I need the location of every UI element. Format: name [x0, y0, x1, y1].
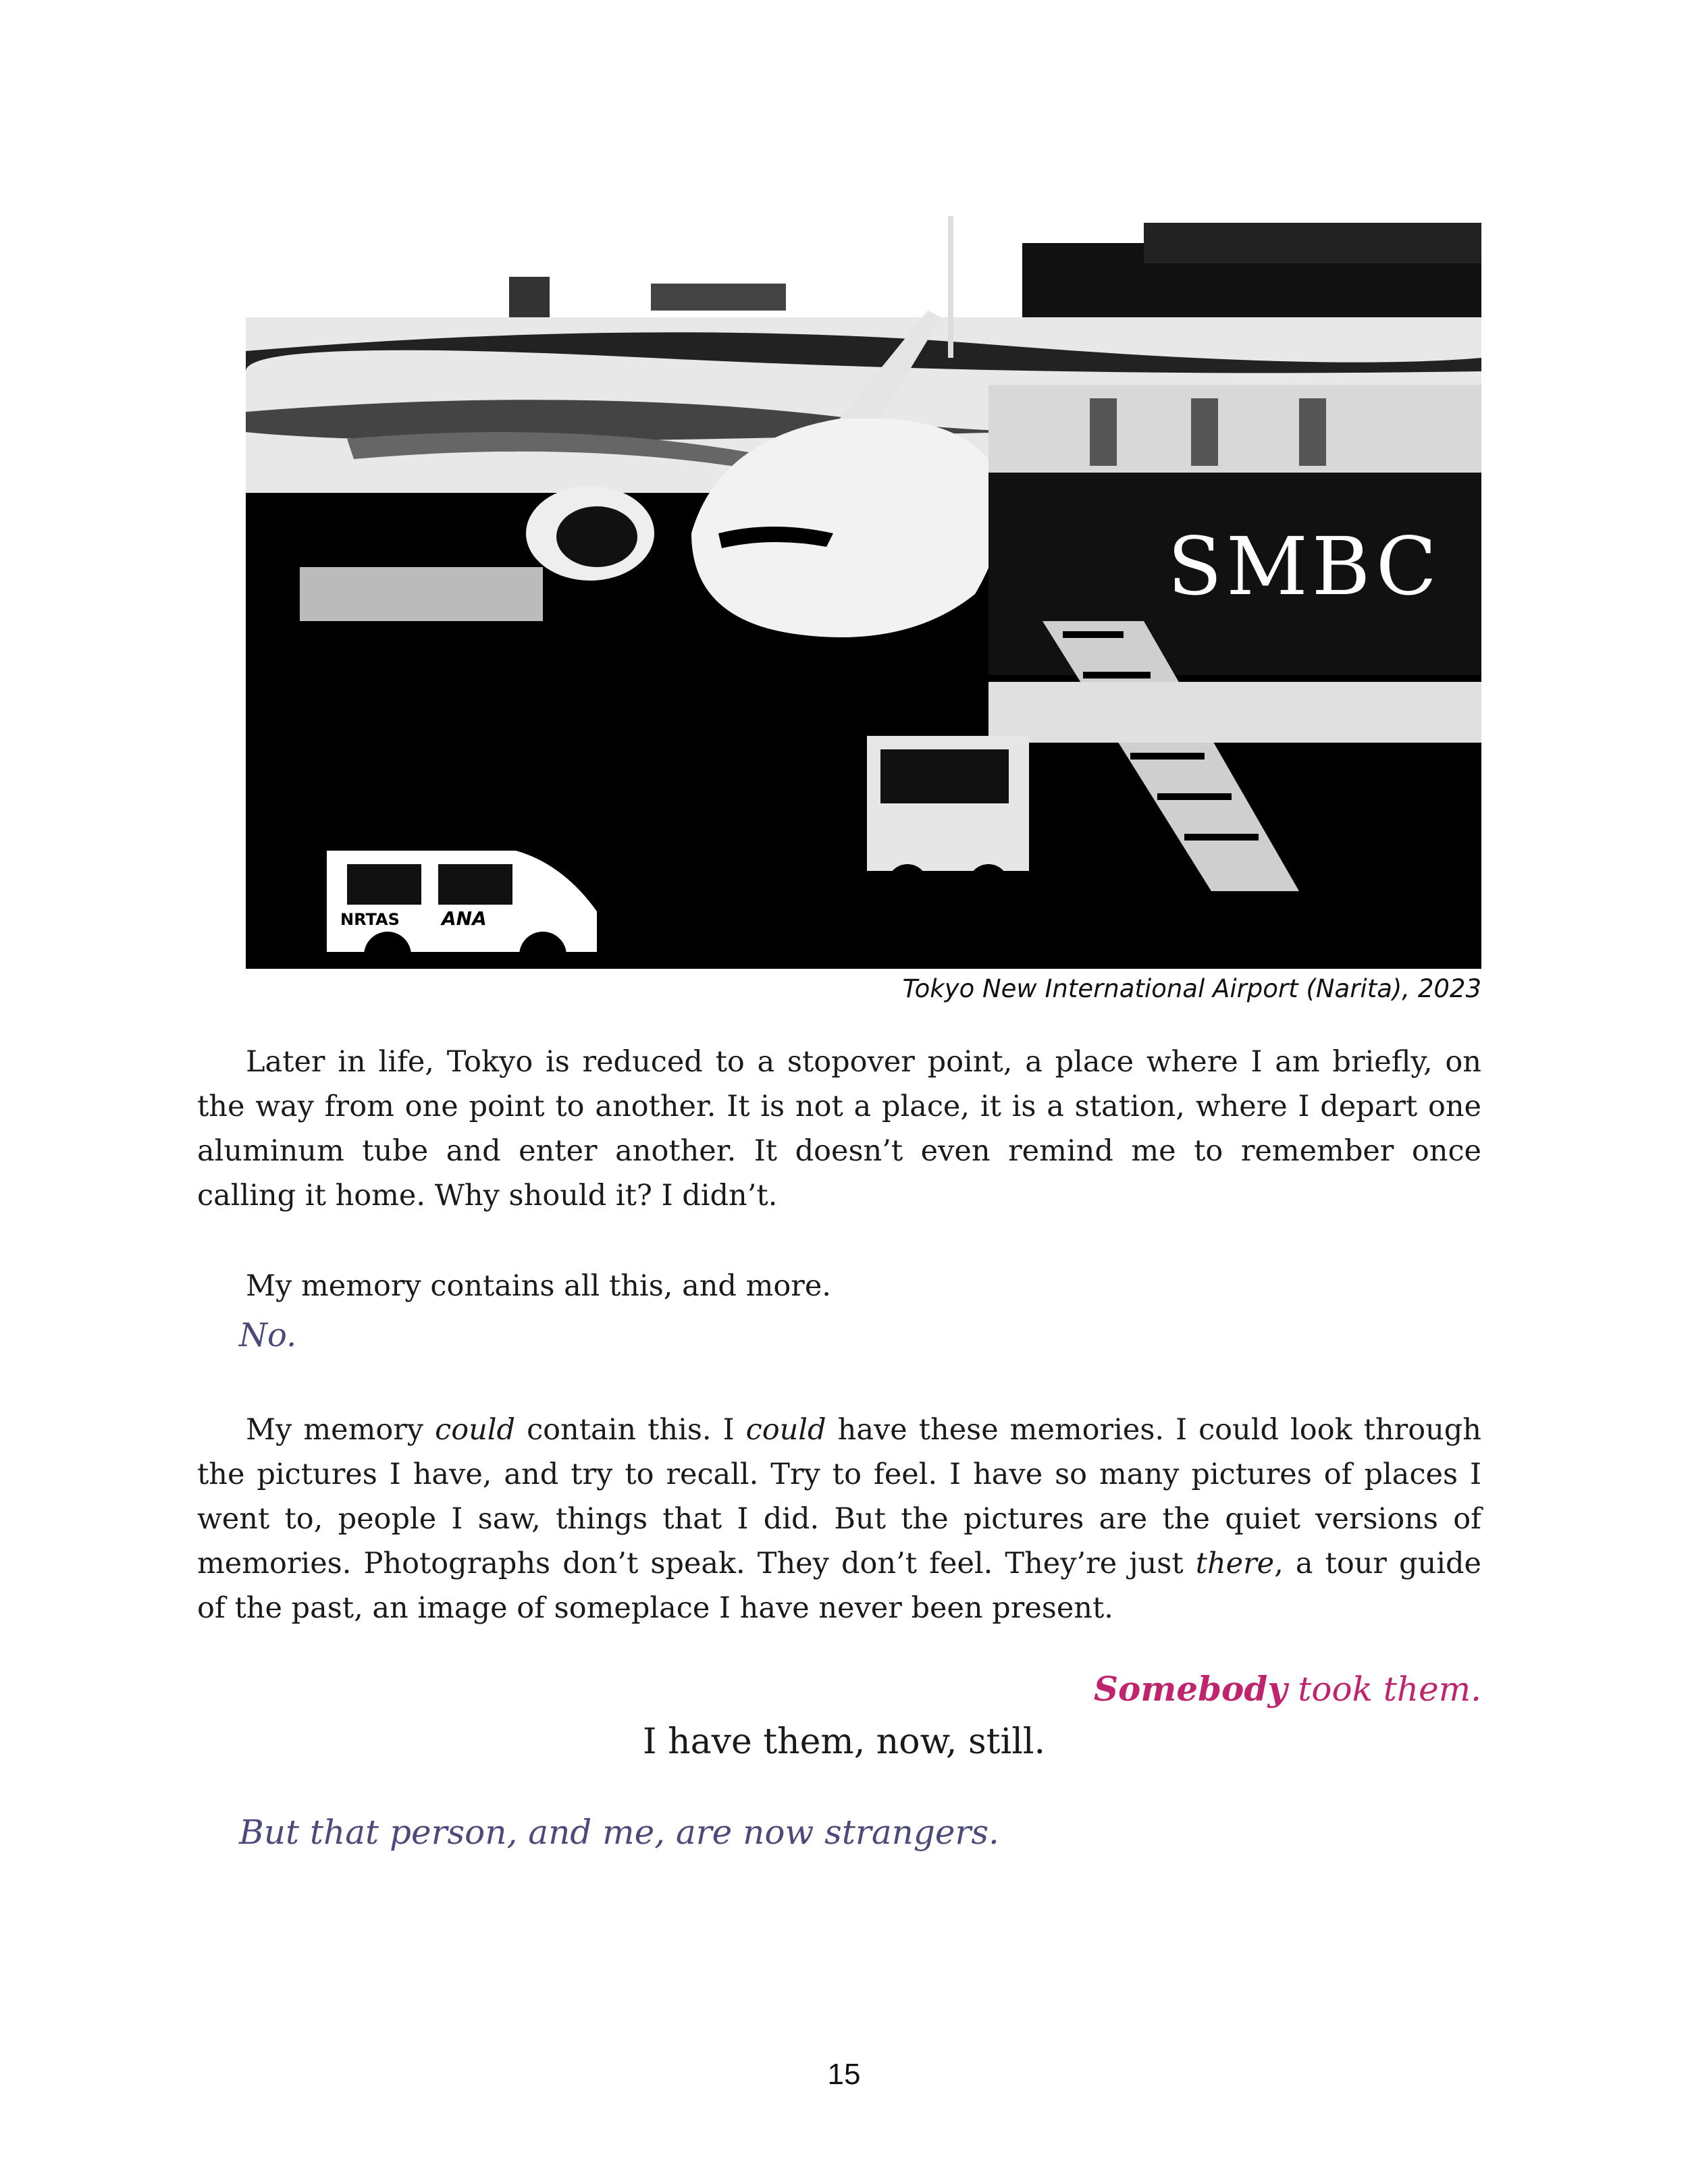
emphasis-there: there	[1195, 1547, 1275, 1580]
text-segment: , a tour guide of the past, an image of someplace I have never been present.	[197, 1547, 1481, 1625]
somebody-took-them	[1094, 1669, 1481, 1709]
italic-no: No.	[239, 1316, 297, 1354]
strangers-line: But that person, and me, are now strangers.	[239, 1813, 999, 1852]
airport-photo	[246, 216, 1481, 969]
paragraph-text: Later in life, Tokyo is reduced to a stopover point, a place where I am briefly, on the way from one point to another. It is not a place, it is a station, where I depart one aluminum tube and enter another. It doesn’t even remind me to remember once calling it home. Why should it? I didn’t.	[197, 1045, 1481, 1213]
paragraph-memory-could	[197, 1408, 1481, 1630]
emphasis-could: could	[745, 1413, 826, 1447]
text-segment: have these memories. I could look through the pictures I have, and try to recall. Try to feel. I have so many pictures of places I went to, people I saw, things that I did. But the pictures are the quiet versions of memories. Photographs don’t speak. They don’t feel. They’re just	[197, 1413, 1481, 1580]
paragraph-tokyo-stopover	[197, 1040, 1481, 1218]
bridge-sign: SMBC	[1167, 520, 1441, 613]
somebody-bold: Somebody	[1093, 1669, 1288, 1709]
i-have-them-line: I have them, now, still.	[643, 1722, 1045, 1762]
paragraph-text: My memory contains all this, and more.	[246, 1269, 831, 1303]
van-text-nrtas: NRTAS	[340, 910, 400, 929]
figure-caption: Tokyo New International Airport (Narita), 2023	[902, 974, 1481, 1003]
text-segment: My memory	[246, 1413, 436, 1447]
paragraph-memory-contains	[197, 1264, 1481, 1308]
airport-photo-illustration	[246, 216, 1481, 969]
page-number: 15	[827, 2058, 861, 2091]
van-text-ana: ANA	[442, 907, 487, 930]
somebody-rest: took them.	[1287, 1670, 1481, 1709]
text-segment: contain this. I	[515, 1413, 746, 1447]
emphasis-could: could	[435, 1413, 516, 1447]
